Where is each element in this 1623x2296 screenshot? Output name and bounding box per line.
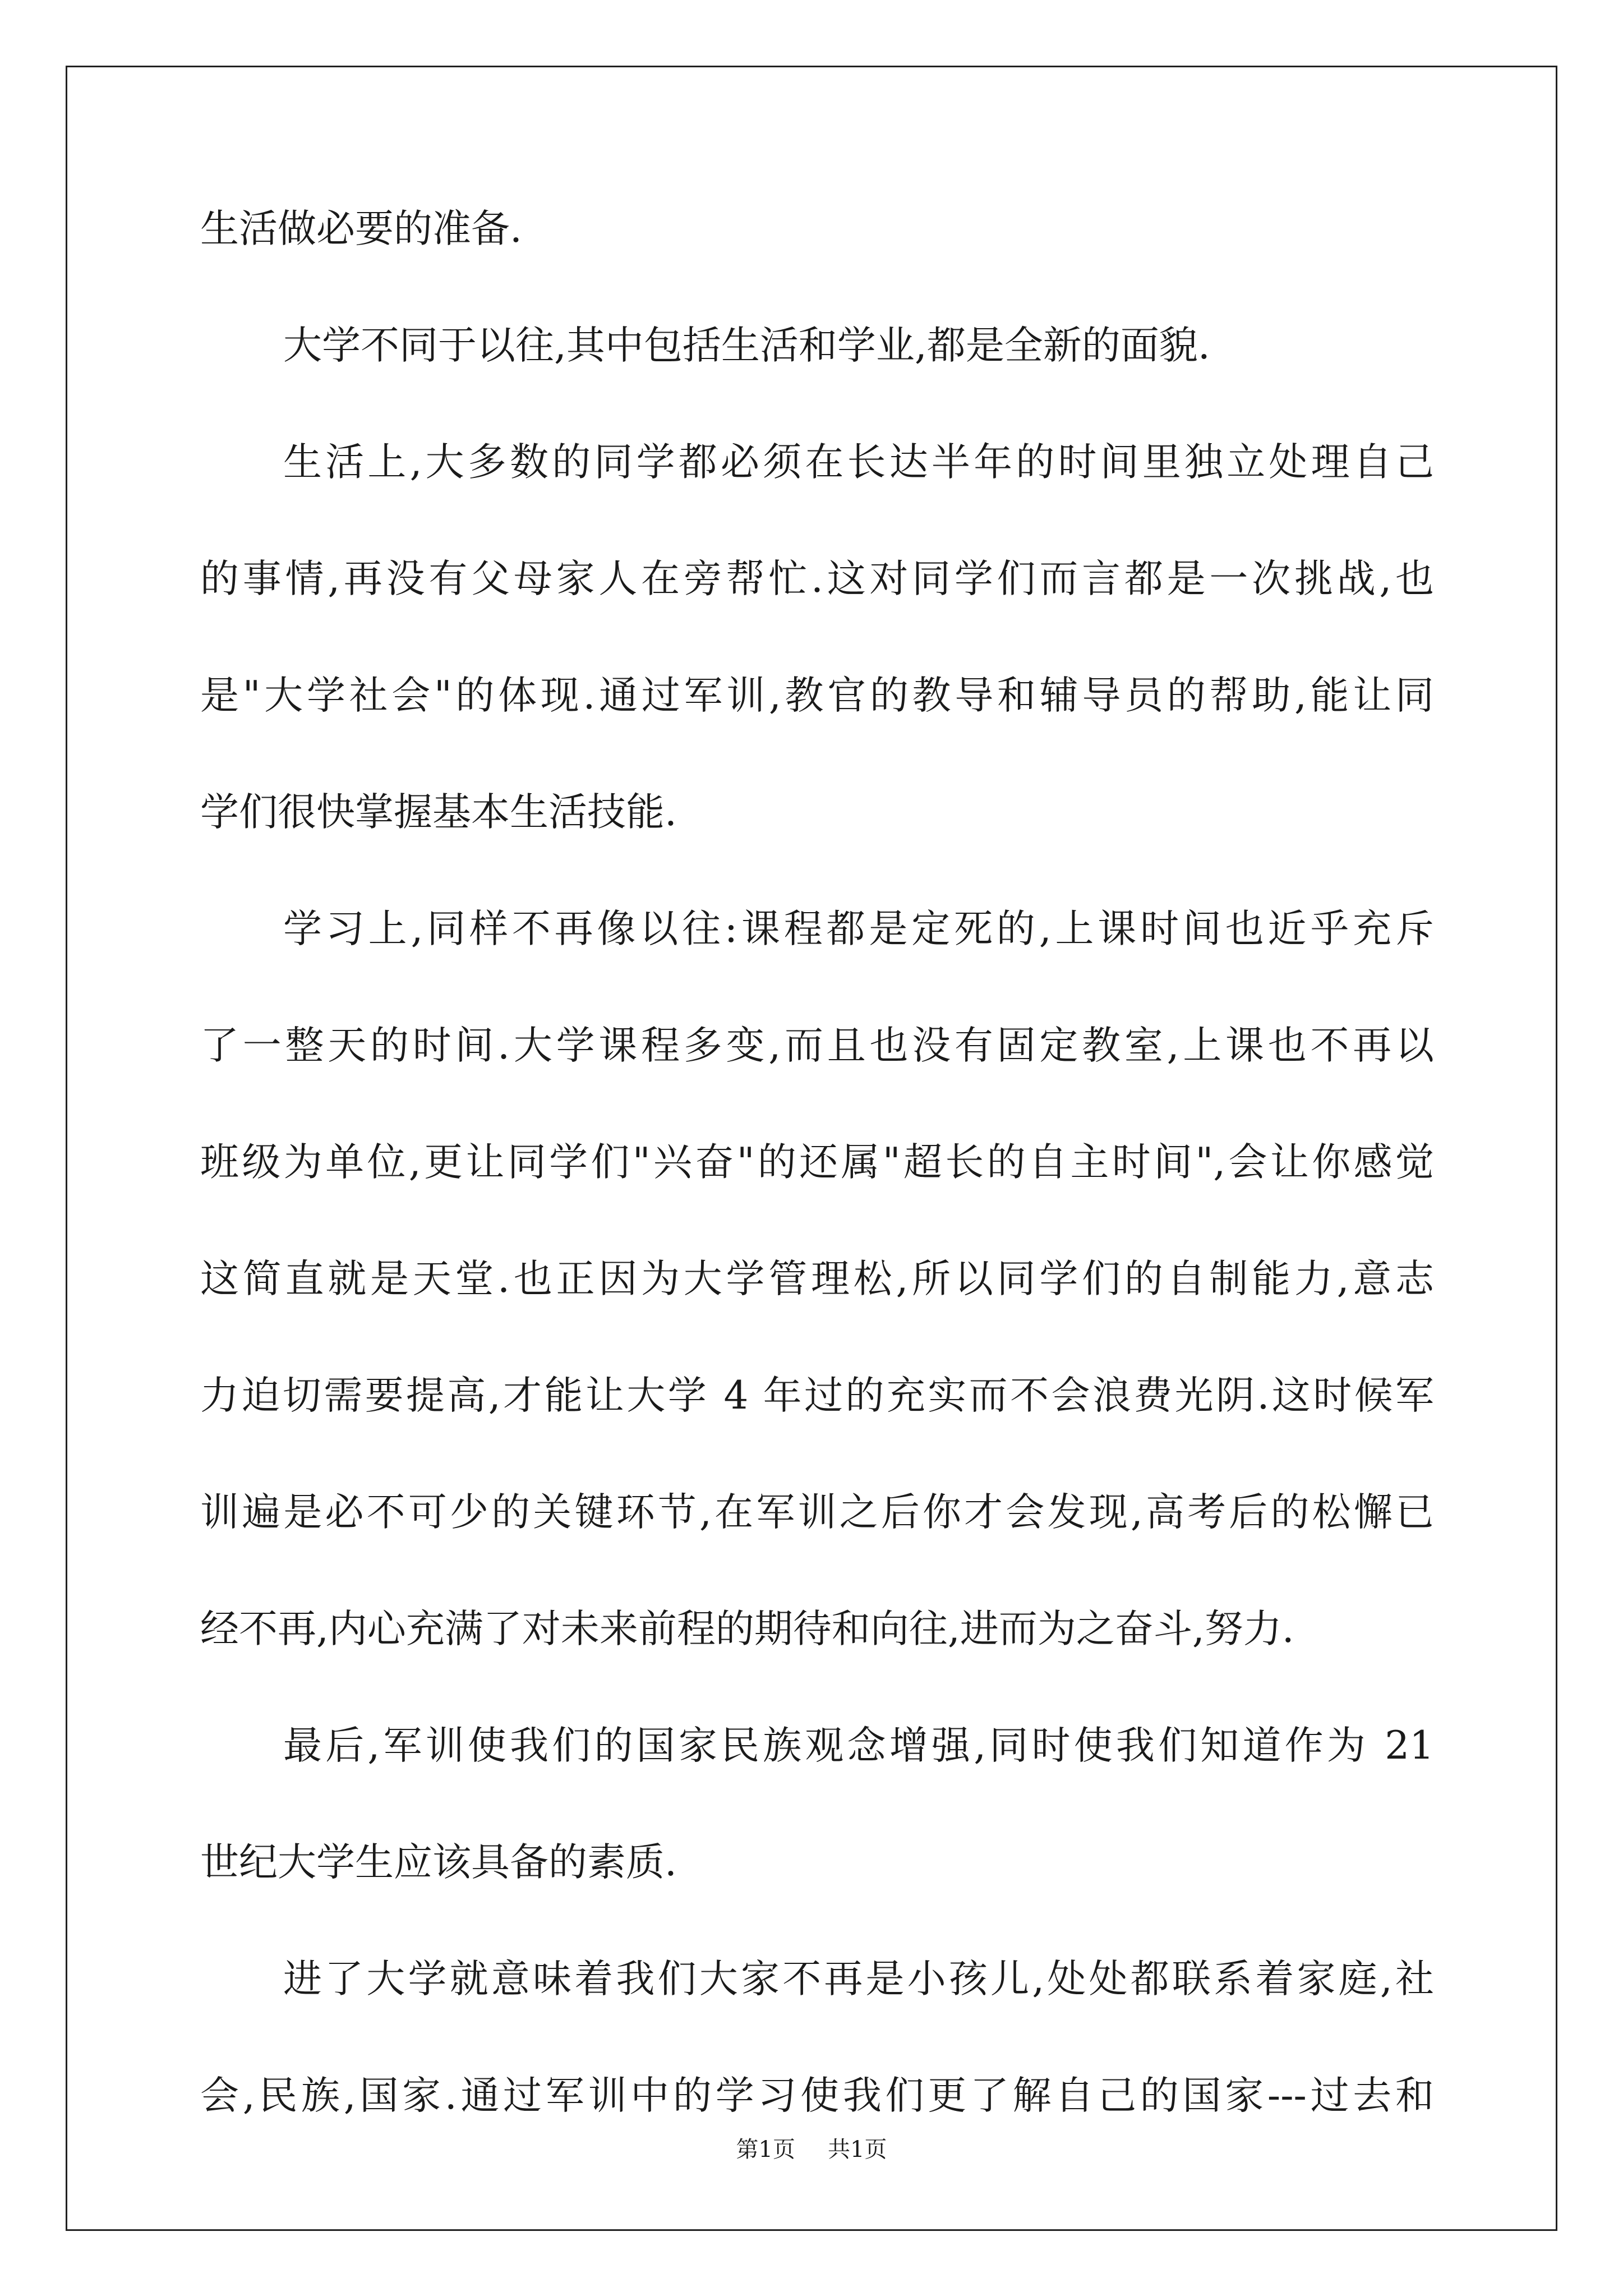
paragraph-line: 会,民族,国家.通过军训中的学习使我们更了解自己的国家---过去和 [200,2073,1434,2118]
paragraph-line: 是"大学社会"的体现.通过军训,教官的教导和辅导员的帮助,能让同 [200,673,1434,718]
page-footer [0,2136,1623,2163]
paragraph-line: 班级为单位,更让同学们"兴奋"的还属"超长的自主时间",会让你感觉 [200,1140,1434,1185]
page-number: 第1页 [736,2137,795,2162]
document-body [200,206,1434,2118]
paragraph-line: 世纪大学生应该具备的素质. [200,1840,677,1885]
paragraph-line: 学习上,同样不再像以往:课程都是定死的,上课时间也近乎充斥 [283,907,1434,951]
page-total: 共1页 [828,2137,887,2162]
paragraph-line: 力迫切需要提高,才能让大学 4 年过的充实而不会浪费光阴.这时候军 [200,1373,1434,1418]
paragraph-line: 生活做必要的准备. [200,206,522,251]
paragraph-line: 大学不同于以往,其中包括生活和学业,都是全新的面貌. [283,323,1210,368]
paragraph-line: 的事情,再没有父母家人在旁帮忙.这对同学们而言都是一次挑战,也 [200,556,1434,601]
paragraph-line: 生活上,大多数的同学都必须在长达半年的时间里独立处理自己 [283,440,1434,485]
paragraph-line: 学们很快掌握基本生活技能. [200,790,677,835]
paragraph-line: 经不再,内心充满了对未来前程的期待和向往,进而为之奋斗,努力. [200,1607,1294,1651]
paragraph-line: 了一整天的时间.大学课程多变,而且也没有固定教室,上课也不再以 [200,1023,1434,1068]
paragraph-line: 训遍是必不可少的关键环节,在军训之后你才会发现,高考后的松懈已 [200,1490,1434,1535]
paragraph-line: 最后,军训使我们的国家民族观念增强,同时使我们知道作为 21 [283,1723,1434,1768]
paragraph-line: 这简直就是天堂.也正因为大学管理松,所以同学们的自制能力,意志 [200,1257,1434,1301]
paragraph-line: 进了大学就意味着我们大家不再是小孩儿,处处都联系着家庭,社 [283,1957,1434,2001]
